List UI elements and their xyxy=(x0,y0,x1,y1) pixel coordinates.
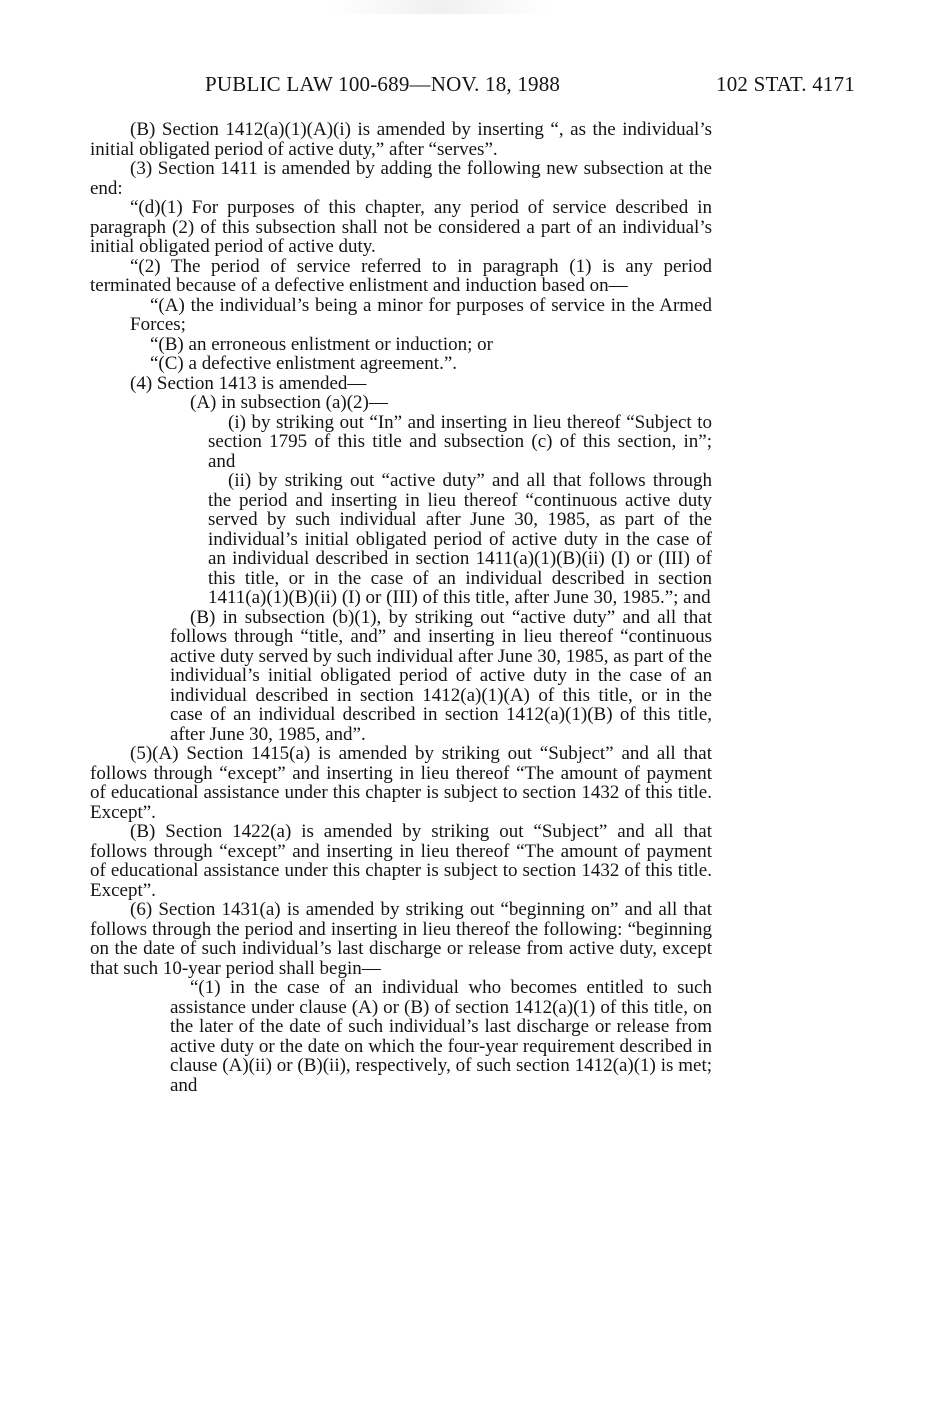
paragraph-d2: “(2) The period of service referred to in paragraph (1) is any period terminated because of a defective enlistment and induction based on— xyxy=(90,255,712,296)
clause-a-minor: “(A) the individual’s being a minor for purposes of service in the Armed Forces; xyxy=(130,294,712,335)
clause-c-defective: “(C) a defective enlistment agreement.”. xyxy=(150,353,458,374)
paragraph-5a-1415: (5)(A) Section 1415(a) is amended by striking out “Subject” and all that follows through “except” and inserting in lieu thereof “The amount of payment of educational assistance under this chapter is subject to section 1432 of this title. Except”. xyxy=(90,743,712,823)
header-stat-page: 102 STAT. 4171 xyxy=(716,72,855,96)
subparagraph-b-b1: (B) in subsection (b)(1), by striking out “active duty” and all that follows through “title, and” and inserting in lieu thereof “continuous active duty served by such individual after June 30, 1985, as part of the individual’s initial obligated period of active duty in the case of an individual described in section 1412(a)(1)(A) of this title, or in the case of an individual described in section 1412(a)(1)(B) of this title, after June 30, 1985, and”. xyxy=(170,606,712,745)
header-public-law: PUBLIC LAW 100-689—NOV. 18, 1988 xyxy=(205,72,561,96)
paragraph-4-1413: (4) Section 1413 is amended— xyxy=(130,372,367,394)
subparagraph-a-a2: (A) in subsection (a)(2)— xyxy=(190,392,388,413)
clause-1-entitled: “(1) in the case of an individual who becomes entitled to such assistance under clause (A) or (B) of section 1412(a)(1) of this title, on the later of the date of such individual’s last discharge or release from active duty or the date on which the four-year requirement described in clause (A)(ii) or (B)(ii), respectively, of such section 1412(a)(1) is met; and xyxy=(170,977,712,1096)
paragraph-b-1412: (B) Section 1412(a)(1)(A)(i) is amended by inserting “, as the individual’s initial obligated period of active duty,” after “serves”. xyxy=(90,119,712,160)
paragraph-5b-1422: (B) Section 1422(a) is amended by striking out “Subject” and all that follows through “except” and inserting in lieu thereof “The amount of payment of educational assistance under this chapter is subject to section 1432 of this title. Except”. xyxy=(90,821,712,901)
clause-b-erroneous: “(B) an erroneous enlistment or induction; or xyxy=(150,333,493,355)
running-header xyxy=(205,72,855,100)
scan-artifact xyxy=(330,0,550,14)
clause-i-striking-in: (i) by striking out “In” and inserting in lieu thereof “Subject to section 1795 of this title and subsection (c) of this section, in”; and xyxy=(208,411,712,472)
paragraph-6-1431: (6) Section 1431(a) is amended by striking out “beginning on” and all that follows through the period and inserting in lieu thereof the following: “beginning on the date of such individual’s last discharge or release from active duty, except that such 10-year period shall begin— xyxy=(90,899,712,979)
paragraph-3-1411: (3) Section 1411 is amended by adding the following new subsection at the end: xyxy=(90,158,712,199)
clause-ii-striking-active-duty: (ii) by striking out “active duty” and all that follows through the period and inserting in lieu thereof “continuous active duty served by such individual after June 30, 1985, as part of the individual’s initial obligated period of active duty in the case of an individual described in section 1411(a)(1)(B)(ii) (I) or (III) of this title, or in the case of an individual described in section 1411(a)(1)(B)(ii) (I) or (III) of this title, after June 30, 1985.”; and xyxy=(208,470,712,608)
paragraph-d1: “(d)(1) For purposes of this chapter, any period of service described in paragraph (2) of this subsection shall not be considered a part of an individual’s initial obligated period of active duty. xyxy=(90,197,712,257)
document-body xyxy=(90,120,712,1095)
